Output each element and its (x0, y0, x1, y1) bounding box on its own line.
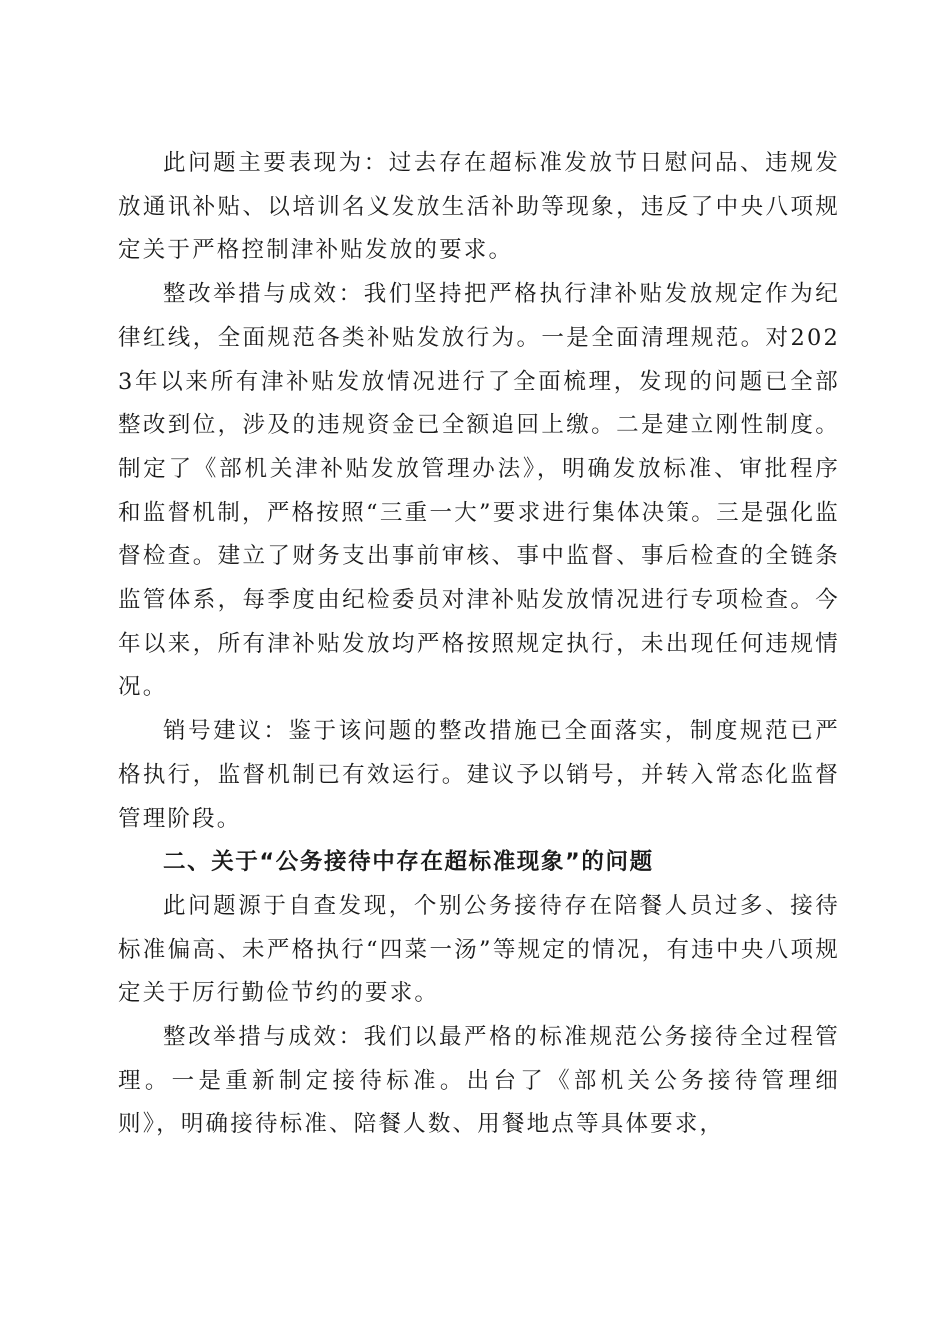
paragraph-closure-suggestion: 销号建议：鉴于该问题的整改措施已全面落实，制度规范已严格执行，监督机制已有效运行。建议予以销号，并转入常态化监督管理阶段。 (118, 718, 840, 832)
paragraph-issue-description: 此问题主要表现为：过去存在超标准发放节日慰问品、违规发放通讯补贴、以培训名义发放生活补助等现象，违反了中央八项规定关于严格控制津补贴发放的要求。 (118, 150, 840, 264)
section-heading: 二、关于“公务接待中存在超标准现象”的问题 (163, 849, 654, 876)
document-body (118, 142, 840, 1147)
paragraph-rectification-measures: 整改举措与成效：我们坚持把严格执行津补贴发放规定作为纪律红线，全面规范各类补贴发放行为。一是全面清理规范。对2023年以来所有津补贴发放情况进行了全面梳理，发现的问题已全部整改到位，涉及的违规资金已全额追回上缴。二是建立刚性制度。制定了《部机关津补贴发放管理办法》，明确发放标准、审批程序和监督机制，严格按照“三重一大”要求进行集体决策。三是强化监督检查。建立了财务支出事前审核、事中监督、事后检查的全链条监管体系，每季度由纪检委员对津补贴发放情况进行专项检查。今年以来，所有津补贴发放均严格按照规定执行，未出现任何违规情况。 (118, 281, 840, 701)
paragraph-rectification-measures-2: 整改举措与成效：我们以最严格的标准规范公务接待全过程管理。一是重新制定接待标准。出台了《部机关公务接待管理细则》，明确接待标准、陪餐人数、用餐地点等具体要求， (118, 1024, 840, 1138)
paragraph-issue-description-2: 此问题源于自查发现，个别公务接待存在陪餐人员过多、接待标准偏高、未严格执行“四菜一汤”等规定的情况，有违中央八项规定关于厉行勤俭节约的要求。 (118, 892, 840, 1007)
